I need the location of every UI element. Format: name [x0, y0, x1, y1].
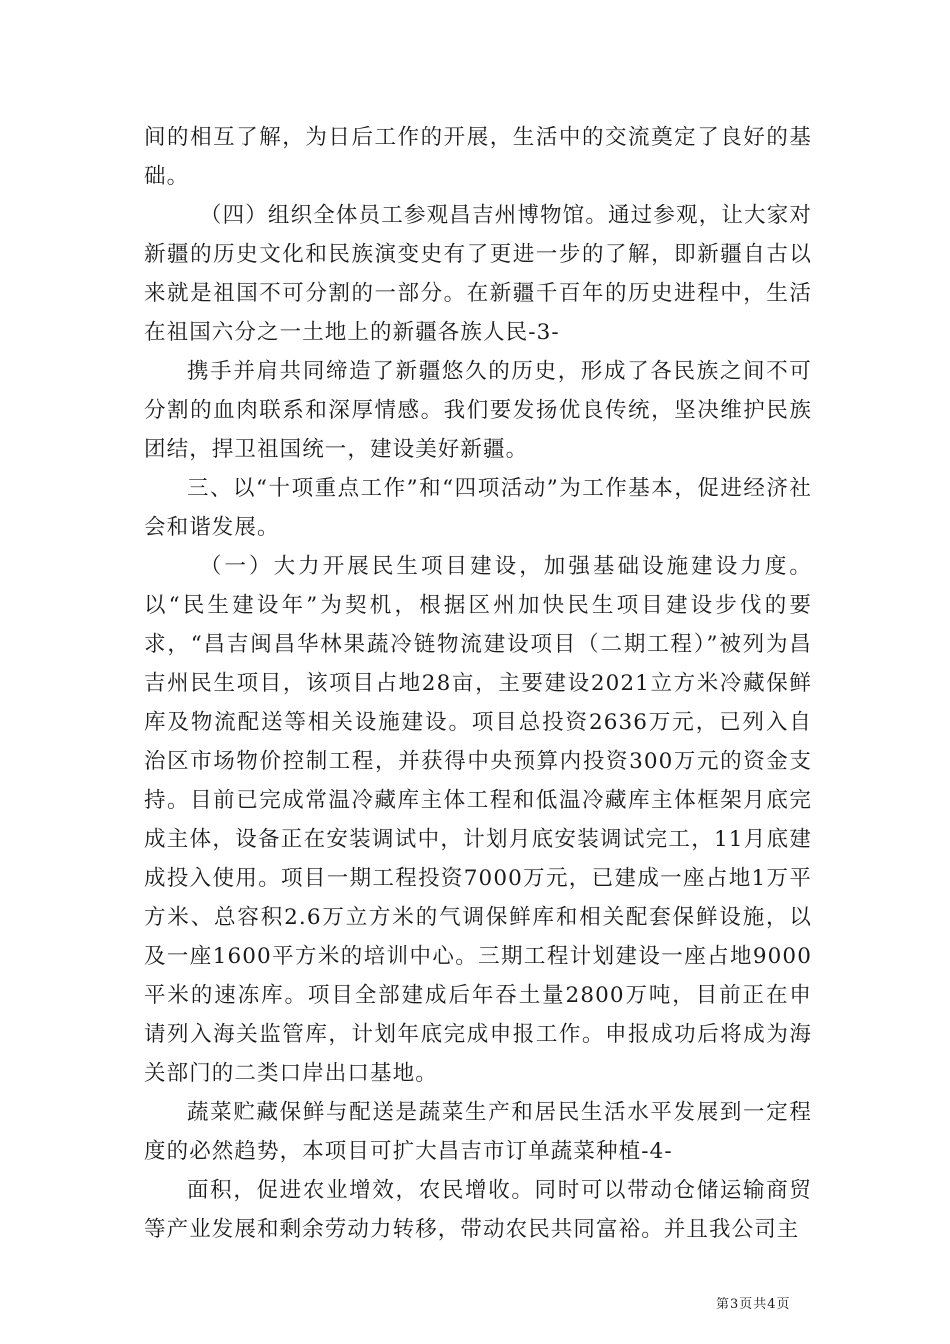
paragraph-farmer-income: 面积，促进农业增效，农民增收。同时可以带动仓储运输商贸等产业发展和剩余劳动力转移，带动农民共同富裕。并且我公司主 [144, 1178, 812, 1242]
paragraph-vegetable-storage: 蔬菜贮藏保鲜与配送是蔬菜生产和居民生活水平发展到一定程度的必然趋势，本项目可扩大昌吉市订单蔬菜种植-4- [144, 1100, 812, 1164]
paragraph-livelihood-projects: （一）大力开展民生项目建设，加强基础设施建设力度。以“民生建设年”为契机，根据区州加快民生项目建设步伐的要求，“昌吉闽昌华林果蔬冷链物流建设项目（二期工程）”被列为昌吉州民生项目，该项目占地28亩，主要建设2021立方米冷藏保鲜库及物流配送等相关设施建设。项目总投资2636万元，已列入自治区市场物价控制工程，并获得中央预算内投资300万元的资金支持。目前已完成常温冷藏库主体工程和低温冷藏库主体框架月底完成主体，设备正在安装调试中，计划月底安装调试完工，11月底建成投入使用。项目一期工程投资7000万元，已建成一座占地1万平方米、总容积2.6万立方米的气调保鲜库和相关配套保鲜设施，以及一座1600平方米的培训中心。三期工程计划建设一座占地9000平米的速冻库。项目全部建成后年吞土量2800万吨，目前正在申请列入海关监管库，计划年底完成申报工作。申报成功后将成为海关部门的二类口岸出口基地。 [144, 554, 812, 1086]
paragraph-ethnic-unity: 携手并肩共同缔造了新疆悠久的历史，形成了各民族之间不可分割的血肉联系和深厚情感。我们要发扬优良传统，坚决维护民族团结，捍卫祖国统一，建设美好新疆。 [144, 359, 812, 462]
page-number-footer: 第3页共4页 [716, 1297, 791, 1312]
document-body [144, 118, 812, 1249]
section-heading-three: 三、以“十项重点工作”和“四项活动”为工作基本，促进经济社会和谐发展。 [144, 476, 812, 540]
paragraph-museum-visit: （四）组织全体员工参观昌吉州博物馆。通过参观，让大家对新疆的历史文化和民族演变史有了更进一步的了解，即新疆自古以来就是祖国不可分割的一部分。在新疆千百年的历史进程中，生活在祖国六分之一土地上的新疆各族人民-3- [144, 203, 812, 345]
paragraph-continuation: 间的相互了解，为日后工作的开展，生活中的交流奠定了良好的基础。 [144, 125, 812, 189]
